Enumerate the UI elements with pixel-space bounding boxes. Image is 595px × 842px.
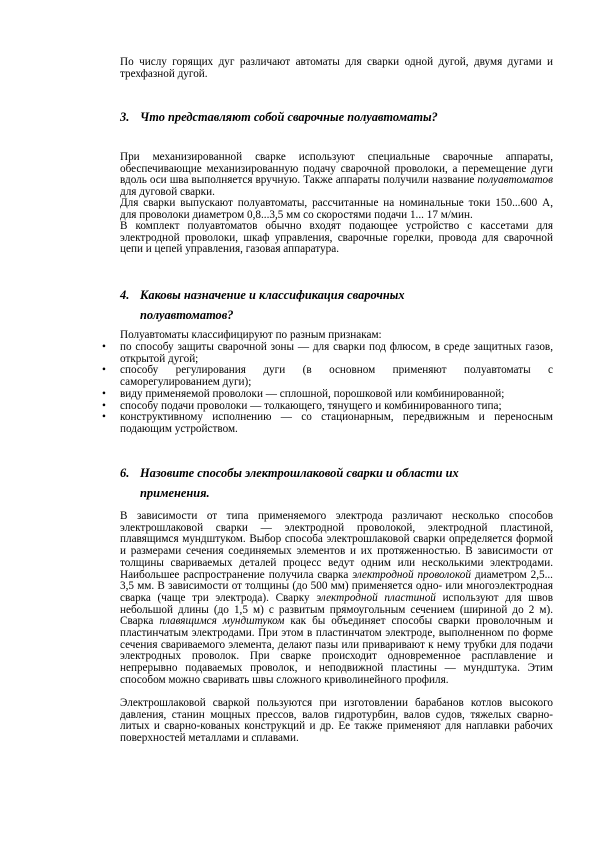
- heading-question-3: [120, 107, 560, 127]
- section-6-paragraph-1: [120, 511, 553, 687]
- list-item: [102, 365, 553, 388]
- bullet-icon: •: [102, 341, 106, 353]
- list-item-text: способу подачи проволоки — толкающего, тянущего и комбинированного типа;: [120, 399, 502, 412]
- bullet-icon: •: [102, 399, 106, 412]
- heading-number: 4.: [120, 288, 130, 302]
- term-semiautomatic: полуавтоматов: [477, 174, 553, 187]
- bullet-icon: •: [102, 411, 106, 424]
- text-run: В зависимости от типа применяемого электрода различают несколько способов электрошлаковой сварки — электродной проволокой, электродной пластиной, плавящимся мундштуком. Выбор способа электрошлаковой сварки определяется формой и размерами сечения соединяемых элементов и их протяженностью. В зависимости от толщины свариваемых деталей процесс ведут одним или несколькими электродами. Наибольшее распространение получила сварка: [120, 510, 553, 581]
- text-run: При механизированной сварке используют специальные сварочные аппараты, обеспечивающие механизированную подачу сварочной проволоки, а перемещение дуги вдоль оси шва выполняется вручную. Также аппараты получили название: [120, 151, 553, 187]
- term-wire-electrode: электродной проволокой: [352, 568, 471, 581]
- heading-number: 6.: [120, 466, 130, 480]
- heading-text: Что представляют собой сварочные полуавтоматы?: [140, 110, 438, 124]
- heading-number: 3.: [120, 110, 130, 124]
- heading-text-line-1: Назовите способы электрошлаковой сварки и области их: [140, 466, 459, 480]
- heading-question-6: [120, 463, 560, 503]
- heading-text-line-2: полуавтоматов?: [140, 308, 234, 322]
- text-run: диаметром 2,5... 3,5 мм. В зависимости от толщины (до 500 мм) применяется одно- или многоэлектродная сварка (чаще три электрода). Сварку: [120, 568, 553, 604]
- bullet-icon: •: [102, 387, 106, 400]
- list-item-text: конструктивному исполнению — со стационарным, передвижным и переносным подающим устройством.: [120, 411, 553, 435]
- list-item-text: по способу защиты сварочной зоны — для сварки под флюсом, в среде защитных газов, открытой дугой;: [120, 341, 553, 365]
- section-3-paragraph-3: В комплект полуавтоматов обычно входят подающее устройство с кассетами для электродной проволоки, шкаф управления, сварочные горелки, провода для сварочной цепи и цепей управления, газовая аппаратура.: [120, 220, 553, 256]
- classification-list: [102, 342, 553, 436]
- heading-text-line-1: Каковы назначение и классификация сварочных: [140, 288, 405, 302]
- text-run: как бы объединяет способы сварки проволочным и пластинчатым электродами. При этом в пластинчатом электроде, выполненном по форме сечения свариваемого элемента, делают пазы или приваривают к нему трубки для подачи электродных проволок. При сварке происходит одновременное расплавление и непрерывно подаваемых проволок, и неподвижной пластины — мундштука. Этим способом можно сваривать швы сложного криволинейного профиля.: [120, 615, 553, 686]
- list-item-text: способу регулирования дуги (в основном применяют полуавтоматы с саморегулированием дуги);: [120, 364, 553, 389]
- text-run: для дуговой сварки.: [120, 186, 215, 199]
- term-consumable-nozzle: плавящимся мундштуком: [159, 615, 285, 628]
- list-item-text: виду применяемой проволоки — сплошной, порошковой или комбинированной;: [120, 387, 505, 400]
- text-run: используют для швов небольшой длины (до 1,5 м) с развитым прямоугольным сечением (шириной до 2 м). Сварка: [120, 591, 553, 628]
- heading-text-line-2: применения.: [140, 486, 210, 500]
- bullet-icon: •: [102, 364, 106, 377]
- term-plate-electrode: электродной пластиной: [316, 591, 436, 604]
- intro-paragraph: По числу горящих дуг различают автоматы для сварки одной дугой, двумя дугами и трехфазной дугой.: [120, 56, 553, 80]
- section-3-paragraph-1: [120, 152, 553, 199]
- section-3-paragraph-2: Для сварки выпускают полуавтоматы, рассчитанные на номинальные токи 150...600 А, для проволоки диаметром 0,8...3,5 мм со скоростями подачи 1... 17 м/мин.: [120, 197, 553, 221]
- section-6-paragraph-2: Электрошлаковой сваркой пользуются при изготовлении барабанов котлов высокого давления, станин мощных прессов, валов гидротурбин, валов судов, тяжелых сварно-литых и сварно-кованых конструкций и др. Ее также применяют для наплавки рабочих поверхностей металлами и сплавами.: [120, 697, 553, 745]
- section-4-intro: Полуавтоматы классифицируют по разным признакам:: [120, 329, 382, 341]
- list-item: [102, 412, 553, 435]
- list-item: [102, 342, 553, 365]
- heading-question-4: [120, 285, 560, 325]
